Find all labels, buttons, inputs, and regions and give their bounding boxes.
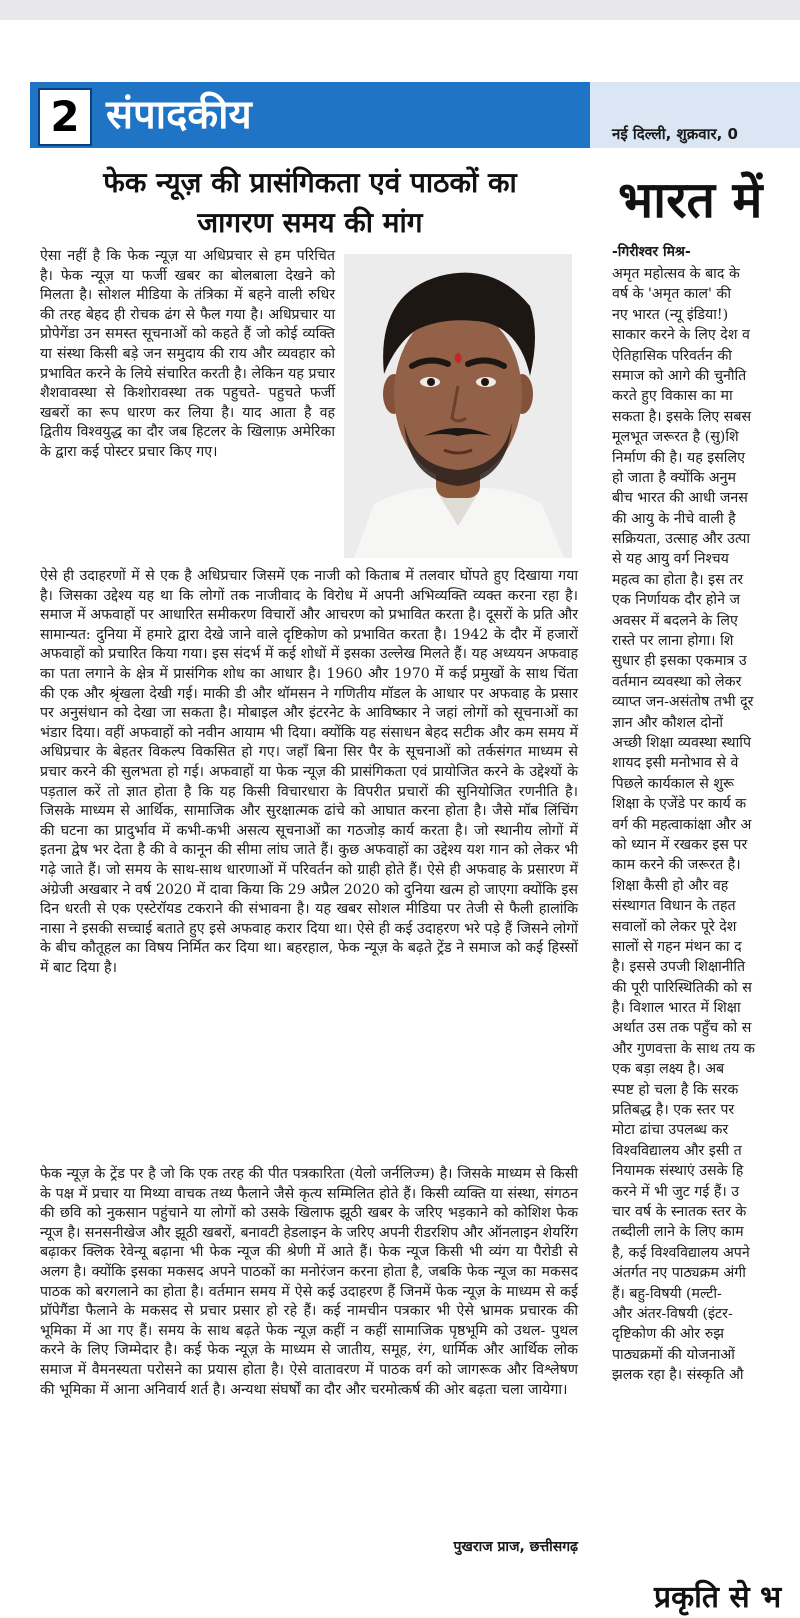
portrait-illustration (344, 254, 572, 558)
right-article-line: ऐतिहासिक परिवर्तन की (612, 347, 732, 364)
right-article-line: है। विशाल भारत में शिक्षा (612, 1000, 741, 1017)
right-article-line: समाज को आगे की चुनौति (612, 367, 747, 384)
right-article-line: मोटा ढांचा उपलब्ध कर (612, 1122, 729, 1139)
right-article-line: ज्ञान और कौशल दोनों (612, 714, 724, 731)
right-article-line: दृष्टिकोण की ओर रुझ (612, 1326, 724, 1343)
right-article-line: करने में भी जुट गई हैं। उ (612, 1183, 740, 1200)
right-article-line: एक बड़ा लक्ष्य है। अब (612, 1061, 725, 1078)
right-article-line: हैं। बहु-विषयी (मल्टी- (612, 1285, 722, 1302)
headline-line-1: फेक न्यूज़ की प्रासंगिकता एवं पाठकों का (103, 166, 517, 199)
right-article-line: रास्ते पर लाना होगा। शि (612, 633, 734, 650)
right-article-line: पिछले कार्यकाल से शुरू (612, 775, 735, 792)
right-article-line: मूलभूत जरूरत है (सु)शि (612, 429, 739, 446)
right-article-line: वर्ष के 'अमृत काल' की (612, 286, 731, 303)
right-article-line: संस्थागत विधान के तहत (612, 898, 736, 915)
dateline: नई दिल्ली, शुक्रवार, 0 (612, 125, 738, 143)
right-article-line: सुधार ही इसका एकमात्र उ (612, 653, 747, 670)
right-article-line: काम करने की जरूरत है। (612, 857, 741, 874)
right-article-line: अच्छी शिक्षा व्यवस्था स्थापि (612, 734, 752, 751)
headline-line-2: जागरण समय की मांग (197, 206, 423, 239)
right-article-line: प्रतिबद्ध है। एक स्तर पर (612, 1102, 735, 1119)
section-title: संपादकीय (106, 92, 252, 138)
article-paragraph-3: फेक न्यूज़ के ट्रेंड पर है जो कि एक तरह की पीत पत्रकारिता (येलो जर्नलिज्म) है। जिसके माध्यम से किसी के पक्ष में प्रचार या मिथ्या वाचक तथ्य फैलाने जैसे कृत्य सम्मिलित होते हैं। किसी व्यक्ति या संस्था, संगठन की छवि को नुकसान पहुंचाने या लोगों को उसके खिलाफ झूठी खबर के जरिए भड़काने को कोशिश फेक न्यूज है। सनसनीखेज और झूठी खबरों, बनावटी हेडलाइन के जरिए अपनी रीडरशिप और ऑनलाइन शेयरिंग बढ़ाकर क्लिक रेवेन्यू बढ़ाना भी फेक न्यूज की श्रेणी में आते हैं। फेक न्यूज किसी भी व्यंग या पैरोडी से अलग है। क्योंकि इसका मकसद अपने पाठकों का मनोरंजन करना होता है, जबकि फेक न्यूज का मकसद पाठक को बरगलाने का होता है। वर्तमान समय में ऐसे कई उदाहरण हैं जिनमें फेक न्यूज़ के माध्यम से कई प्रॉपेगैंडा फैलाने के मकसद से प्रचार प्रसार हो रहे हैं। कई नामचीन पत्रकार भी ऐसे भ्रामक प्रचारक की भूमिका में आ गए हैं। समय के साथ बढ़ते फेक न्यूज़ कहीं न कहीं सामाजिक पृष्ठभूमि को उथल- पुथल करने के लिए जिम्मेदार है। कई फेक न्यूज़ के माध्यम से जातीय, समूह, रंग, धार्मिक और आर्थिक लोक समाज में वैमनस्यता परोसने का प्रयास होता है। ऐसे वातावरण में पाठक वर्ग को जागरूक और विश्लेषण की भूमिका में आना अनिवार्य शर्त है। अन्यथा संघर्षों का दौर और चरमोत्कर्ष की ओर बढ़ता चला जायेगा। (40, 1166, 578, 1398)
right-article-line: पाठ्यक्रमों की योजनाओं (612, 1346, 735, 1363)
right-article-line: और अंतर-विषयी (इंटर- (612, 1305, 733, 1322)
right-bottom-headline: प्रकृति से भ (654, 1580, 782, 1615)
right-article-line: सालों से गहन मंथन का द (612, 938, 742, 955)
article-paragraph-1: ऐसा नहीं है कि फेक न्यूज़ या अधिप्रचार से हम परिचित है। फेक न्यूज़ या फर्जी खबर का बोलबाला देखने को मिलता है। सोशल मीडिया के तंत्रिका में बहने वाली रुधिर की तरह बेहद ही रोचक ढंग से फैल गया है। अधिप्रचार या प्रोपेगेंडा उन समस्त सूचनाओं को कहते हैं जो कोई व्यक्ति या संस्था किसी बड़े जन समुदाय की राय और व्यवहार को प्रभावित करने के लिये संचारित करती है। लेकिन यह प्रचार शैशवावस्था से किशोरावस्था तक पहुचते- पहुचते फर्जी खबरों का रूप धारण कर लिया है। याद आता है वह द्वितीय विश्वयुद्ध का दौर जब हिटलर के खिलाफ़ अमेरिका के द्वारा कई पोस्टर प्रचार किए गए। (40, 248, 335, 460)
right-article-line: हो जाता है क्योंकि अनुम (612, 469, 737, 486)
right-article-body (612, 264, 800, 1385)
right-article-line: साकार करने के लिए देश व (612, 327, 750, 344)
right-article-line: वर्ग की महत्वाकांक्षा और अ (612, 816, 752, 833)
right-article-line: झलक रहा है। संस्कृति औ (612, 1367, 744, 1384)
right-article-line: चार वर्ष के स्नातक स्तर के (612, 1203, 747, 1220)
right-article-line: सवालों को लेकर पूरे देश (612, 918, 737, 935)
right-article-line: महत्व का होता है। इस तर (612, 571, 744, 588)
right-article-line: है, कई विश्वविद्यालय अपने (612, 1244, 750, 1261)
top-margin-strip (0, 0, 800, 20)
right-article-line: की पूरी पारिस्थितिकी को स (612, 979, 752, 996)
right-article-line: नए भारत (न्यू इंडिया!) (612, 306, 729, 323)
right-article-line: शिक्षा कैसी हो और वह (612, 877, 729, 894)
right-article-line: स्पष्ट हो चला है कि सरक (612, 1081, 739, 1098)
right-article-author: -गिरीश्वर मिश्र- (612, 244, 691, 260)
right-article-line: व्याप्त जन-असंतोष तभी दूर (612, 694, 754, 711)
right-article-line: की आयु के नीचे वाली है (612, 510, 736, 527)
right-article-line: शिक्षा के एजेंडे पर कार्य क (612, 796, 747, 813)
article-headline (40, 163, 580, 243)
right-article-line: तब्दीली लाने के लिए काम (612, 1224, 744, 1241)
article-paragraph-2: ऐसे ही उदाहरणों में से एक है अधिप्रचार जिसमें एक नाजी को किताब में तलवार घोंपते हुए दिखाया गया है। जिसका उद्देश्य यह था कि लोगों तक नाजीवाद के विरोध में अपनी अभिव्यक्ति व्यक्त करना रहा है। समाज में अफवाहों पर आधारित समीकरण विचारों और आचरण को प्रभावित करता है। दूसरों के प्रति और सामान्यत: दुनिया में हमारे द्वारा देखे जाने वाले दृष्टिकोण को प्रभावित करता है। 1942 के दौर में हजारों अफवाहों को प्रचारित किया गया। इस संदर्भ में कई शोधों में इसका उल्लेख मिलते हैं। यह अध्ययन अफवाह का पता लगाने के क्षेत्र में प्रासंगिक शोध का आधार है। 1960 और 1970 में कई प्रमुखों के साथ चिंता की एक और श्रृंखला देखी गई। माकी डी और थॉमसन ने गणितीय मॉडल के आधार पर अफवाह के प्रसार पर अनुसंधान को देखा जा सकता है। मोबाइल और इंटरनेट के आविष्कार ने जहां लोगों को सूचनाओं का भंडार दिया। वहीं अफवाहों को नवीन आयाम भी दिया। क्योंकि यह संसाधन बेहद सटीक और कम समय में अधिप्रचार के बेहतर विकल्प विकसित हो गए। जहाँ बिना सिर पैर के सूचनाओं को तर्कसंगत माध्यम से प्रचार करने की सुलभता हो गई। अफवाहों या फेक न्यूज़ की प्रासंगिकता एवं प्रायोजित करने के उद्देश्यों के पड़ताल करें तो ज्ञात होता है कि यह किसी विचारधारा के विपरीत प्रचारों की सुनियोजित रणनीति है। जिसके माध्यम से आर्थिक, सामाजिक और सुरक्षात्मक ढांचे को आघात करना होता है। जैसे मॉब लिंचिंग की घटना का प्रादुर्भाव में कभी-कभी असत्य सूचनाओं का गठजोड़ कार्य करता है। जो स्थानीय लोगों में इतना द्वेष भर देता है की वे कानून की सीमा लांघ जाते हैं। कुछ अफवाहों का उद्देश्य यश गान को लेकर भी गढ़े जाते हैं। जो समय के साथ-साथ धारणाओं में परिवर्तन को ग्राही होते हैं। ऐसे ही अफवाह के प्रसारण में अंग्रेजी अखबार ने वर्ष 2020 में दावा किया कि 29 अप्रैल 2020 को दुनिया खत्म हो जाएगा क्योंकि इस दिन धरती से एक एस्टेरॉयड टकराने की संभावना है। यह खबर सोशल मीडिया पर तेजी से फैली हालांकि नासा ने इसकी सच्चाई बताते हुए इसे अफवाह करार दिया था। ऐसे ही कई उदाहरण भरे पड़े हैं जिसने लोगों के बीच कौतूहल का विषय निर्मित कर दिया था। बहरहाल, फेक न्यूज़ के बढ़ते ट्रेंड ने समाज को कई हिस्सों में बाट दिया है। (40, 568, 578, 976)
page-number: 2 (38, 88, 92, 146)
author-portrait-photo (344, 254, 572, 558)
right-article-line: अवसर में बदलने के लिए (612, 612, 738, 629)
right-article-line: और गुणवत्ता के साथ तय क (612, 1040, 755, 1057)
right-article-line: बीच भारत की आधी जनस (612, 490, 748, 507)
right-article-line: नियामक संस्थाएं उसके हि (612, 1163, 744, 1180)
right-article-line: वर्तमान व्यवस्था को लेकर (612, 673, 742, 690)
right-article-line: शायद इसी मनोभाव से वे (612, 755, 739, 772)
right-article-line: अर्थात उस तक पहुँच को स (612, 1020, 752, 1037)
right-article-line: करते हुए विकास का मा (612, 388, 733, 405)
right-article-line: एक निर्णायक दौर होने ज (612, 592, 741, 609)
right-article-line: विश्वविद्यालय और इसी त (612, 1142, 742, 1159)
right-article-line: सकता है। इसके लिए सबस (612, 408, 752, 425)
article-byline: पुखराज प्राज, छत्तीसगढ़ (453, 1539, 578, 1555)
right-article-line: निर्माण की है। यह इसलिए (612, 449, 745, 466)
right-article-headline: भारत में (618, 171, 763, 229)
right-article-line: को ध्यान में रखकर इस पर (612, 836, 748, 853)
right-article-line: अमृत महोत्सव के बाद के (612, 266, 740, 282)
right-article-line: से यह आयु वर्ग निश्चय (612, 551, 729, 568)
right-article-line: अंतर्गत नए पाठ्यक्रम अंगी (612, 1265, 746, 1282)
right-article-line: सक्रियता, उत्साह और उत्पा (612, 531, 751, 548)
right-article-line: है। इससे उपजी शिक्षानीति (612, 959, 746, 976)
